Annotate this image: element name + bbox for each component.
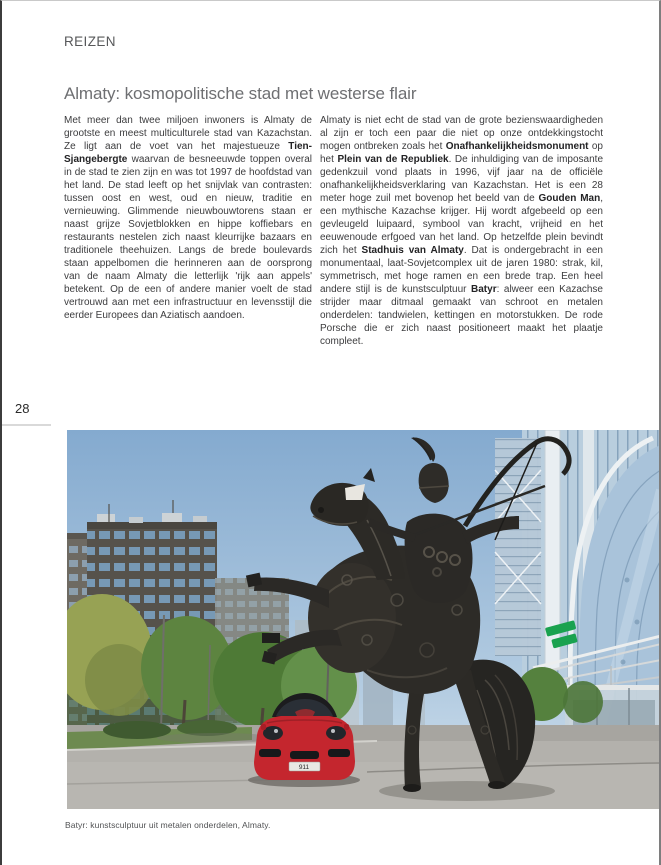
page-number-rule bbox=[2, 424, 51, 426]
section-label: REIZEN bbox=[64, 34, 116, 49]
page-number: 28 bbox=[15, 401, 30, 416]
license-plate-text: 911 bbox=[298, 764, 310, 771]
article-column-right: Almaty is niet echt de stad van de grote bezienswaardigheden al zijn er toch een paar die niet op onze ontdekkingstocht mogen ontbreken zoals het Onafhankelijkheidsmonument op het Plein van de Republiek. De inhuldiging van de imposante gedenkzuil vond plaats in 1996, vijf jaar na de officiële onafhankelijkheidsverklaring van Kazachstan. Het is een 28 meter hoge zuil met bovenop het beeld van de Gouden Man, een mythische Kazachse krijger. Hij wordt afgebeeld op een gevleugeld luipaard, symbool van kracht, vrijheid en het eeuwenoude erfgoed van het land. Op hetzelfde plein bevindt zich het Stadhuis van Almaty. Dat is ondergebracht in een monumentaal, laat-Sovjetcomplex uit de jaren 1980: strak, kil, symmetrisch, met hoge ramen en een brede trap. Een heel andere stijl is de kunstsculptuur Batyr: alweer een Kazachse strijder maar ditmaal gemaakt van schroot en metalen onderdelen: tandwielen, kettingen en motorstukken. De rode Porsche die er zich naast positioneert maakt het plaatje compleet. bbox=[320, 115, 604, 347]
article-photo bbox=[67, 430, 661, 809]
car-headlight-left bbox=[263, 726, 283, 740]
photo-illustration bbox=[67, 430, 661, 809]
road bbox=[67, 720, 661, 809]
article-column-left: Met meer dan twee miljoen inwoners is Almaty de grootste en meest multiculturele stad van Kazachstan. Ze ligt aan de voet van het majestueuze Tien-Sjangebergte waarvan de besneeuwde toppen overal in de stad te zien zijn en was tot 1997 de hoofdstad van het land. De stad leeft op het snijvlak van contrasten: tussen oost en west, oud en nieuw, traditie en vernieuwing. Glimmende nieuwbouwtorens staan er naast grijze Sovjetblokken en hippe koffiebars en restaurants nestelen zich naast kleurrijke bazaars en traditionele theehuizen. Langs de brede boulevards staan appelbomen die herinneren aan de oorsprong van de naam Almaty die letterlijk 'rijk aan appels' betekent. Op de een of andere manier voelt de stad vertrouwd aan met een infrastructuur en levensstijl die eerder Europees dan Aziatisch aandoen. bbox=[64, 115, 312, 321]
page-title: Almaty: kosmopolitische stad met westerse flair bbox=[64, 84, 417, 103]
car-headlight-right bbox=[326, 726, 346, 740]
photo-caption: Batyr: kunstsculptuur uit metalen onderdelen, Almaty. bbox=[65, 820, 271, 830]
